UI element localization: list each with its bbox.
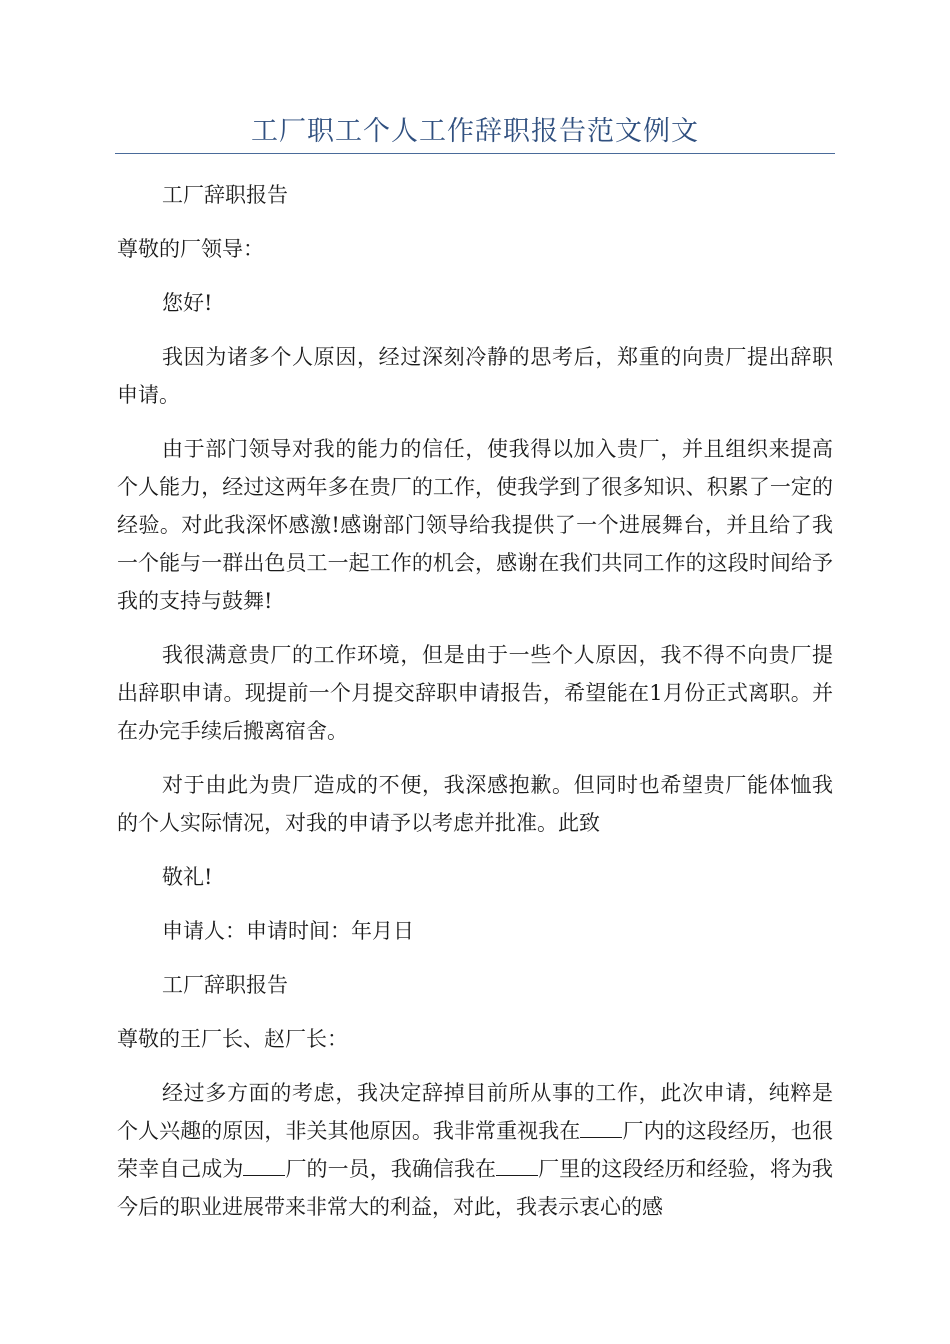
- paragraph-salutation-2: 尊敬的王厂长、赵厂长：: [117, 1027, 348, 1051]
- paragraph-closing: 敬礼!: [162, 865, 213, 889]
- paragraph-reason: 我因为诸多个人原因，经过深刻冷静的思考后，郑重的向贵厂提出辞职申请。: [117, 345, 833, 407]
- document-title: 工厂职工个人工作辞职报告范文例文: [251, 116, 699, 147]
- paragraph-decision: [117, 1074, 833, 1226]
- fill-blank-1: [580, 1119, 622, 1138]
- paragraph-greeting: 您好!: [162, 291, 213, 315]
- paragraph-heading-1: 工厂辞职报告: [162, 183, 288, 207]
- document-body: [117, 176, 833, 1242]
- decision-text-4: 厂里的这段经历和经验，将为我今后的职业进展带来非常大的利益，对此，我表示衷心的感: [117, 1157, 834, 1219]
- paragraph-salutation-1: 尊敬的厂领导：: [117, 237, 264, 261]
- decision-text-2: 厂内的这段经历，也很荣幸自己成为: [117, 1119, 833, 1181]
- fill-blank-3: [496, 1157, 538, 1176]
- decision-text-1: 经过多方面的考虑，我决定辞掉目前所从事的工作，此次申请，纯粹是个人兴趣的原因，非关其他原因。我非常重视我在: [117, 1081, 833, 1143]
- paragraph-signature: 申请人：申请时间：年月日: [162, 919, 414, 943]
- title-divider: [115, 153, 835, 154]
- decision-text-3: 厂的一员，我确信我在: [285, 1157, 497, 1181]
- paragraph-apology: 对于由此为贵厂造成的不便，我深感抱歉。但同时也希望贵厂能体恤我的个人实际情况，对我的申请予以考虑并批准。此致: [117, 773, 833, 835]
- paragraph-request: 我很满意贵厂的工作环境，但是由于一些个人原因，我不得不向贵厂提出辞职申请。现提前一个月提交辞职申请报告，希望能在1月份正式离职。并在办完手续后搬离宿舍。: [117, 643, 833, 743]
- fill-blank-2: [243, 1157, 285, 1176]
- paragraph-gratitude: 由于部门领导对我的能力的信任，使我得以加入贵厂，并且组织来提高个人能力，经过这两年多在贵厂的工作，使我学到了很多知识、积累了一定的经验。对此我深怀感激!感谢部门领导给我提供了一个进展舞台，并且给了我一个能与一群出色员工一起工作的机会，感谢在我们共同工作的这段时间给予我的支持与鼓舞!: [117, 437, 833, 613]
- paragraph-heading-2: 工厂辞职报告: [162, 973, 288, 997]
